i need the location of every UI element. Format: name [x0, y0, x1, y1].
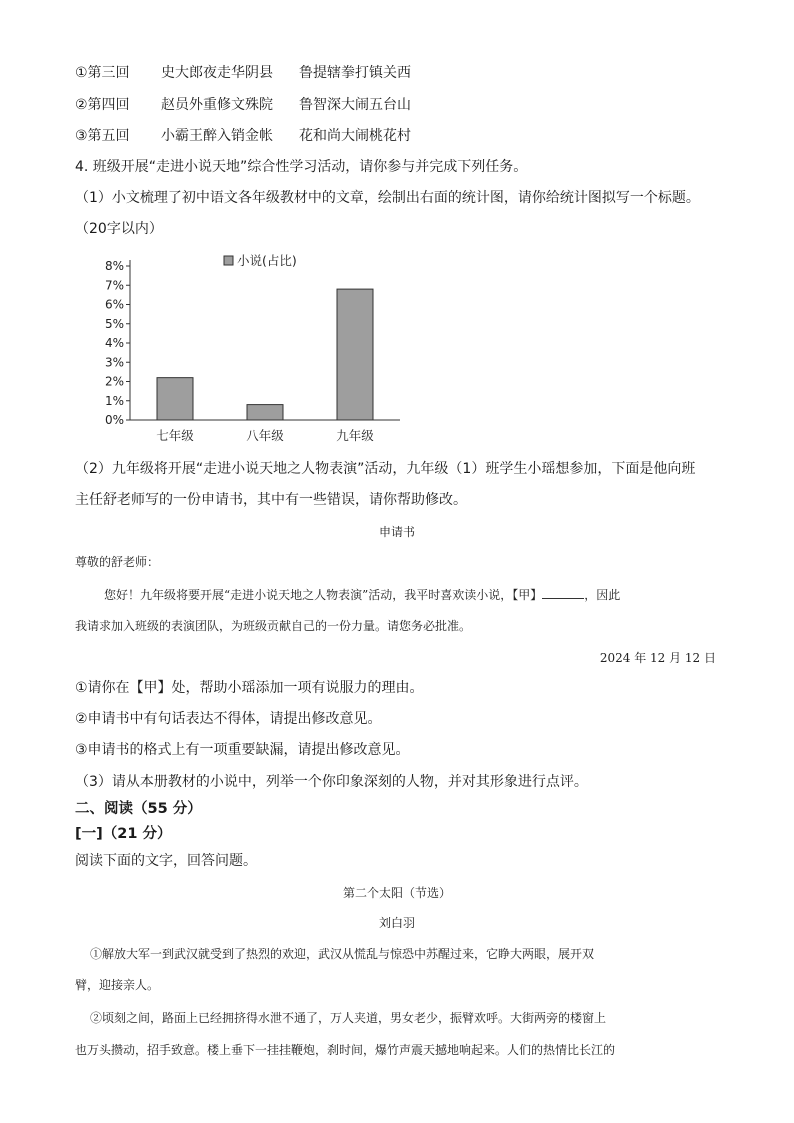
- y-tick-label: 7%: [104, 278, 124, 293]
- question-4-intro: 4. 班级开展“走进小说天地”综合性学习活动，请你参与并完成下列任务。: [75, 159, 528, 175]
- option-title-b: 花和尚大闹桃花村: [299, 128, 411, 144]
- section-2-part-1: [一]（21 分）: [75, 826, 172, 842]
- option-title-b: 鲁智深大闹五台山: [299, 97, 411, 113]
- article-title: 第二个太阳（节选）: [342, 886, 451, 900]
- section-2-title: 二、阅读（55 分）: [75, 801, 202, 817]
- sub-question-2: ②申请书中有句话表达不得体，请提出修改意见。: [75, 711, 382, 727]
- x-tick-label: 九年级: [336, 428, 374, 443]
- letter-body-line1: [104, 586, 620, 604]
- option-row-2: [75, 96, 411, 114]
- sub-question-1: ①请你在【甲】处，帮助小瑶添加一项有说服力的理由。: [75, 680, 424, 696]
- bar: [337, 289, 373, 420]
- question-4-part3: （3）请从本册教材的小说中，列举一个你印象深刻的人物，并对其形象进行点评。: [75, 774, 588, 790]
- article-para1-line2: 臂，迎接亲人。: [75, 978, 160, 992]
- article-para2-line2: 也万头攒动，招手致意。楼上垂下一挂挂鞭炮，刹时间，爆竹声震天撼地响起来。人们的热情比长江的: [75, 1043, 616, 1057]
- legend-label: 小说(占比): [237, 253, 297, 268]
- option-number: ②第四回: [75, 97, 130, 113]
- bar-chart: [90, 248, 410, 448]
- option-row-3: [75, 127, 411, 145]
- letter-title: 申请书: [378, 525, 415, 539]
- article-para1-line1: ①解放大军一到武汉就受到了热烈的欢迎，武汉从慌乱与惊恐中苏醒过来，它睁大两眼，展开双: [90, 947, 595, 961]
- bar: [157, 378, 193, 420]
- y-tick-label: 8%: [104, 259, 124, 273]
- y-tick-label: 1%: [104, 393, 124, 408]
- option-row-1: [75, 64, 411, 82]
- x-tick-label: 八年级: [246, 428, 284, 443]
- y-tick-label: 2%: [104, 374, 124, 389]
- y-tick-label: 4%: [104, 336, 124, 350]
- option-title-a: 赵员外重修文殊院: [161, 97, 273, 113]
- y-tick-label: 6%: [104, 297, 124, 312]
- letter-date: 2024 年 12 月 12 日: [599, 651, 716, 665]
- option-number: ③第五回: [75, 128, 130, 144]
- letter-body-text: 您好！九年级将要开展“走进小说天地之人物表演”活动，我平时喜欢读小说，【甲】: [104, 588, 543, 602]
- y-tick-label: 3%: [104, 355, 124, 370]
- sub-question-3: ③申请书的格式上有一项重要缺漏，请提出修改意见。: [75, 742, 410, 758]
- article-para2-line1: ②顷刻之间，路面上已经拥挤得水泄不通了，万人夹道，男女老少，振臂欢呼。大街两旁的楼窗上: [90, 1011, 607, 1025]
- question-4-part1: （1）小文梳理了初中语文各年级教材中的文章，绘制出右面的统计图，请你给统计图拟写一个标题。: [75, 190, 700, 206]
- article-author: 刘白羽: [378, 916, 415, 930]
- question-4-part2-line1: （2）九年级将开展“走进小说天地之人物表演”活动，九年级（1）班学生小瑶想参加，下面是他向班: [75, 461, 696, 477]
- y-tick-label: 0%: [104, 413, 124, 427]
- option-number: ①第三回: [75, 65, 130, 81]
- question-4-part2-line2: 主任舒老师写的一份申请书，其中有一些错误，请你帮助修改。: [75, 492, 467, 508]
- x-tick-label: 七年级: [156, 428, 194, 443]
- option-title-a: 史大郎夜走华阴县: [161, 65, 273, 81]
- letter-body-line2: 我请求加入班级的表演团队，为班级贡献自己的一份力量。请您务必批准。: [75, 619, 472, 633]
- letter-body-text: ，因此: [584, 588, 621, 602]
- option-title-a: 小霸王醉入销金帐: [161, 128, 273, 144]
- y-tick-label: 5%: [104, 316, 124, 331]
- letter-blank-jia: [542, 586, 584, 599]
- reading-instruction: 阅读下面的文字，回答问题。: [75, 853, 257, 869]
- letter-salutation: 尊敬的舒老师：: [75, 555, 160, 569]
- option-title-b: 鲁提辖拳打镇关西: [299, 65, 411, 81]
- question-4-part1-limit: （20字以内）: [75, 221, 163, 237]
- legend-swatch: [224, 256, 233, 265]
- bar: [247, 405, 283, 420]
